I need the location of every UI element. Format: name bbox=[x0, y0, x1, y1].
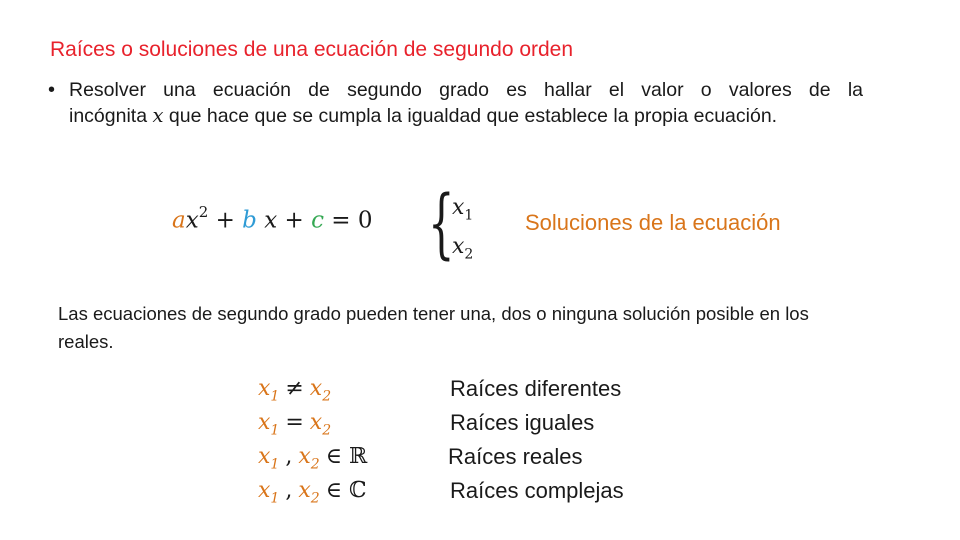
left-brace: { bbox=[428, 178, 455, 267]
slide-title: Raíces o soluciones de una ecuación de segundo orden bbox=[50, 38, 574, 61]
equals-sign: = bbox=[331, 207, 351, 234]
case-x2-sub: 2 bbox=[310, 456, 320, 473]
case-math-different bbox=[258, 376, 331, 404]
case-x1: x bbox=[258, 478, 271, 503]
quadratic-equation bbox=[172, 205, 373, 234]
case-x2-sub: 2 bbox=[310, 490, 320, 507]
case-math-equal bbox=[258, 410, 331, 438]
case-x2-sub: 2 bbox=[322, 422, 332, 439]
bullet-variable: x bbox=[152, 104, 164, 127]
coefficient-b: b bbox=[242, 207, 257, 234]
equation-zero: 0 bbox=[357, 207, 373, 234]
case-x1-sub: 1 bbox=[270, 490, 280, 507]
equation-x-squared: x bbox=[185, 207, 199, 234]
case-label-equal: Raíces iguales bbox=[450, 410, 595, 435]
equation-x: x bbox=[264, 207, 278, 234]
case-x1-sub: 1 bbox=[270, 456, 280, 473]
case-x2: x bbox=[298, 444, 311, 469]
equation-exponent: 2 bbox=[198, 203, 209, 221]
plus-sign-2: + bbox=[284, 207, 304, 234]
bullet-line-1: Resolver una ecuación de segundo grado es hallar el valor o valores de la bbox=[69, 79, 863, 101]
bullet-text bbox=[69, 77, 863, 129]
solution-x2-var: x bbox=[452, 234, 465, 260]
bullet-item bbox=[48, 77, 863, 129]
case-membership-real: ∈ ℝ bbox=[325, 444, 368, 469]
case-separator: , bbox=[285, 444, 293, 469]
solutions-list bbox=[452, 192, 473, 271]
case-x1-sub: 1 bbox=[270, 422, 280, 439]
solutions-label: Soluciones de la ecuación bbox=[525, 210, 781, 235]
case-x1-sub: 1 bbox=[270, 388, 280, 405]
bullet-line-2-pre: incógnita bbox=[69, 105, 148, 127]
case-x1: x bbox=[258, 410, 271, 435]
solution-x2 bbox=[452, 231, 473, 270]
case-x2: x bbox=[309, 410, 323, 435]
case-label-complex: Raíces complejas bbox=[450, 478, 624, 503]
case-math-complex bbox=[258, 478, 372, 506]
case-x2: x bbox=[309, 376, 323, 401]
case-x1: x bbox=[258, 376, 271, 401]
coefficient-c: c bbox=[311, 207, 324, 234]
bullet-line-2-post: que hace que se cumpla la igualdad que establece la propia ecuación. bbox=[168, 105, 778, 127]
solution-x1-var: x bbox=[452, 195, 465, 220]
solution-x2-sub: 2 bbox=[464, 246, 474, 263]
case-label-different: Raíces diferentes bbox=[450, 376, 622, 401]
case-operator: ≠ bbox=[285, 376, 304, 401]
case-separator: , bbox=[285, 478, 293, 503]
bullet-marker: • bbox=[48, 79, 56, 101]
coefficient-a: a bbox=[172, 207, 186, 234]
plus-sign-1: + bbox=[215, 207, 235, 234]
case-membership-complex: ∈ ℂ bbox=[325, 478, 367, 503]
case-x2: x bbox=[298, 478, 311, 503]
solution-x1-sub: 1 bbox=[464, 207, 474, 224]
case-operator: = bbox=[285, 410, 304, 435]
case-x1: x bbox=[258, 444, 271, 469]
solution-x1 bbox=[452, 192, 473, 231]
bullet-line-2 bbox=[69, 103, 863, 129]
explanation-paragraph: Las ecuaciones de segundo grado pueden tener una, dos o ninguna solución posible en los reales. bbox=[58, 303, 809, 352]
case-x2-sub: 2 bbox=[322, 388, 332, 405]
case-label-real: Raíces reales bbox=[448, 444, 583, 469]
case-math-real bbox=[258, 444, 373, 472]
